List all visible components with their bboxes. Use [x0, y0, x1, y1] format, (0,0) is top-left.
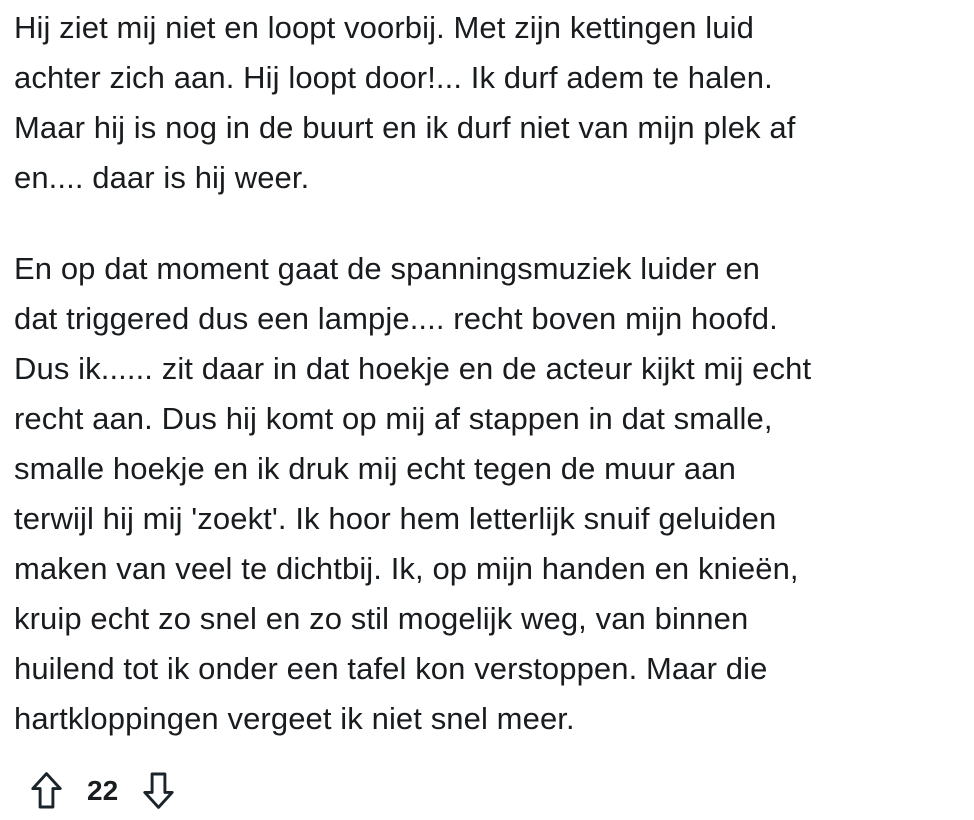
- text-line: maken van veel te dichtbij. Ik, op mijn handen en knieën,: [14, 551, 799, 586]
- comment-paragraph: [14, 244, 960, 744]
- vote-row: [14, 771, 960, 810]
- text-line: Hij ziet mij niet en loopt voorbij. Met zijn kettingen luid: [14, 10, 754, 45]
- text-line: en.... daar is hij weer.: [14, 160, 310, 195]
- downvote-arrow-icon: [142, 771, 175, 810]
- text-line: huilend tot ik onder een tafel kon verstoppen. Maar die: [14, 651, 768, 686]
- text-line: dat triggered dus een lampje.... recht boven mijn hoofd.: [14, 301, 778, 336]
- text-line: smalle hoekje en ik druk mij echt tegen de muur aan: [14, 451, 736, 486]
- text-line: terwijl hij mij 'zoekt'. Ik hoor hem letterlijk snuif geluiden: [14, 501, 777, 536]
- text-line: Maar hij is nog in de buurt en ik durf niet van mijn plek af: [14, 110, 796, 145]
- text-line: Dus ik...... zit daar in dat hoekje en de acteur kijkt mij echt: [14, 351, 812, 386]
- upvote-button[interactable]: [30, 771, 63, 810]
- text-line: recht aan. Dus hij komt op mij af stappen in dat smalle,: [14, 401, 773, 436]
- comment-paragraph: [14, 3, 960, 203]
- downvote-button[interactable]: [142, 771, 175, 810]
- text-line: kruip echt zo snel en zo stil mogelijk weg, van binnen: [14, 601, 749, 636]
- comment-text: [14, 3, 960, 744]
- vote-count: 22: [87, 774, 119, 806]
- text-line: hartkloppingen vergeet ik niet snel meer.: [14, 701, 575, 736]
- upvote-arrow-icon: [30, 771, 63, 810]
- text-line: achter zich aan. Hij loopt door!... Ik durf adem te halen.: [14, 60, 773, 95]
- text-line: En op dat moment gaat de spanningsmuziek luider en: [14, 251, 761, 286]
